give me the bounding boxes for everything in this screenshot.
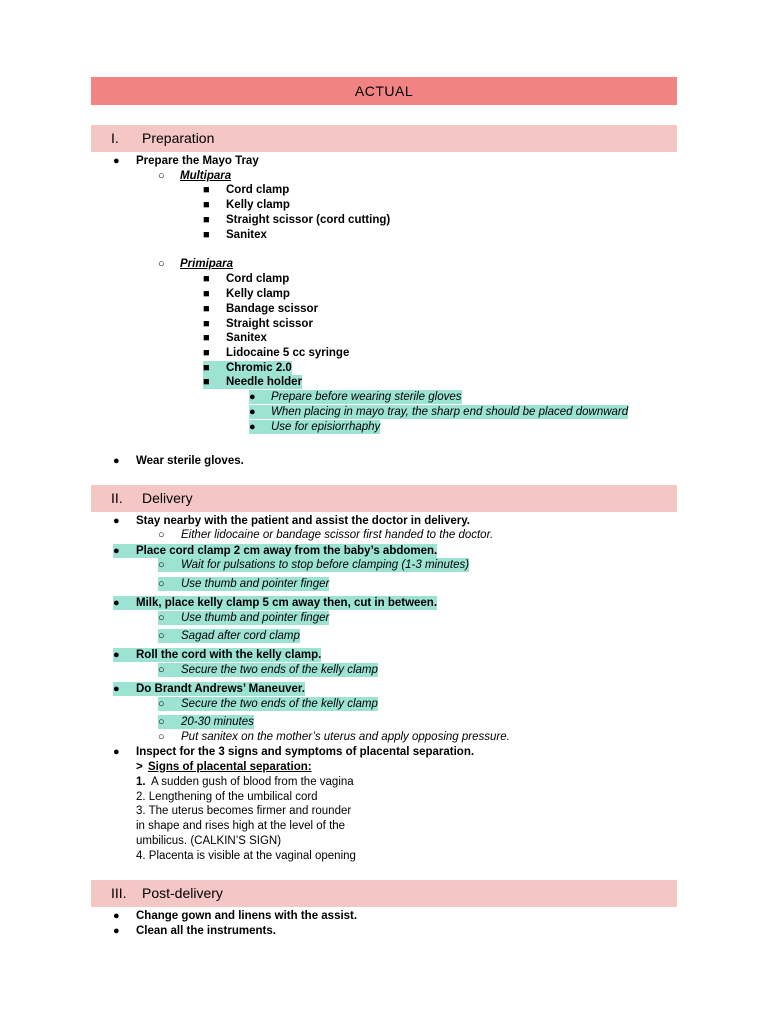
note-highlighted: Secure the two ends of the kelly clamp bbox=[181, 664, 378, 676]
note-highlighted: Prepare before wearing sterile gloves bbox=[271, 391, 462, 403]
bullet-marker: ● bbox=[113, 515, 120, 527]
circle-marker: ○ bbox=[158, 629, 181, 643]
list-item: Inspect for the 3 signs and symptoms of placental separation. bbox=[136, 746, 475, 758]
bullet-marker: ● bbox=[113, 746, 120, 758]
list-item: Sanitex bbox=[226, 229, 267, 241]
bullet-marker: ● bbox=[249, 420, 271, 434]
note-highlighted: Use thumb and pointer finger bbox=[181, 612, 330, 624]
section-header-delivery bbox=[91, 485, 677, 512]
bullet-marker: ● bbox=[113, 596, 136, 610]
list-item: Clean all the instruments. bbox=[136, 925, 276, 937]
sign-text: A sudden gush of blood from the vagina bbox=[151, 776, 354, 788]
list-item: Change gown and linens with the assist. bbox=[136, 910, 358, 922]
circle-marker: ○ bbox=[158, 731, 165, 743]
section-number: I. bbox=[111, 130, 119, 146]
list-item-highlighted: Chromic 2.0 bbox=[226, 362, 292, 374]
sign-text: umbilicus. (CALKIN’S SIGN) bbox=[136, 835, 282, 847]
sign-text: 3. The uterus becomes firmer and rounder bbox=[136, 805, 352, 817]
signs-heading: Signs of placental separation: bbox=[148, 761, 312, 773]
square-marker: ■ bbox=[203, 303, 210, 315]
circle-marker: ○ bbox=[158, 611, 181, 625]
circle-marker: ○ bbox=[158, 663, 181, 677]
list-item: Wear sterile gloves. bbox=[136, 455, 244, 467]
note: Put sanitex on the mother’s uterus and apply opposing pressure. bbox=[181, 731, 510, 743]
list-item: Kelly clamp bbox=[226, 199, 290, 211]
list-item: Prepare the Mayo Tray bbox=[136, 155, 259, 167]
bullet-marker: ● bbox=[249, 405, 271, 419]
note-highlighted: When placing in mayo tray, the sharp end should be placed downward bbox=[271, 406, 629, 418]
section-number: III. bbox=[111, 885, 127, 901]
list-item-highlighted: Needle holder bbox=[226, 376, 303, 388]
bullet-marker: ● bbox=[113, 925, 120, 937]
circle-marker: ○ bbox=[158, 529, 165, 541]
bullet-marker: ● bbox=[113, 910, 120, 922]
square-marker: ■ bbox=[203, 361, 226, 375]
list-item: Lidocaine 5 cc syringe bbox=[226, 347, 350, 359]
circle-marker: ○ bbox=[158, 558, 181, 572]
sign-text: 4. Placenta is visible at the vaginal opening bbox=[136, 850, 356, 862]
list-item-highlighted: Roll the cord with the kelly clamp. bbox=[136, 649, 322, 661]
multipara-heading: Multipara bbox=[180, 170, 232, 182]
section-header-preparation bbox=[91, 125, 677, 152]
bullet-marker: ● bbox=[249, 390, 271, 404]
section-number: II. bbox=[111, 490, 123, 506]
bullet-marker: ● bbox=[113, 455, 120, 467]
square-marker: ■ bbox=[203, 375, 226, 389]
sign-text: 2. Lengthening of the umbilical cord bbox=[136, 791, 318, 803]
list-item: Sanitex bbox=[226, 332, 267, 344]
square-marker: ■ bbox=[203, 184, 210, 196]
list-item-highlighted: Do Brandt Andrews’ Maneuver. bbox=[136, 683, 305, 695]
note-highlighted: Use for episiorrhaphy bbox=[271, 421, 381, 433]
circle-marker: ○ bbox=[158, 715, 181, 729]
list-item: Straight scissor (cord cutting) bbox=[226, 214, 391, 226]
note-highlighted: Sagad after cord clamp bbox=[181, 630, 300, 642]
circle-marker: ○ bbox=[158, 577, 181, 591]
primipara-heading: Primipara bbox=[180, 258, 234, 270]
square-marker: ■ bbox=[203, 347, 210, 359]
list-item: Cord clamp bbox=[226, 273, 290, 285]
note-highlighted: Wait for pulsations to stop before clamping (1-3 minutes) bbox=[181, 559, 470, 571]
circle-marker: ○ bbox=[158, 697, 181, 711]
square-marker: ■ bbox=[203, 199, 210, 211]
bullet-marker: ● bbox=[113, 648, 136, 662]
list-item: Kelly clamp bbox=[226, 288, 290, 300]
bullet-marker: ● bbox=[113, 682, 136, 696]
square-marker: ■ bbox=[203, 332, 210, 344]
circle-marker: ○ bbox=[158, 258, 165, 270]
square-marker: ■ bbox=[203, 214, 210, 226]
list-item-highlighted: Milk, place kelly clamp 5 cm away then, cut in between. bbox=[136, 597, 438, 609]
list-item-highlighted: Place cord clamp 2 cm away from the baby’s abdomen. bbox=[136, 545, 438, 557]
bullet-marker: ● bbox=[113, 155, 120, 167]
note: Either lidocaine or bandage scissor first handed to the doctor. bbox=[181, 529, 494, 541]
section-title: Post-delivery bbox=[142, 885, 223, 901]
circle-marker: ○ bbox=[158, 170, 165, 182]
list-item: Stay nearby with the patient and assist the doctor in delivery. bbox=[136, 515, 471, 527]
note-highlighted: Secure the two ends of the kelly clamp bbox=[181, 698, 378, 710]
signs-prefix: > bbox=[136, 761, 143, 773]
section-title: Delivery bbox=[142, 490, 193, 506]
square-marker: ■ bbox=[203, 318, 210, 330]
sign-number: 1. bbox=[136, 776, 146, 788]
square-marker: ■ bbox=[203, 273, 210, 285]
note-highlighted: 20-30 minutes bbox=[181, 716, 254, 728]
section-header-post-delivery bbox=[91, 880, 677, 907]
note-highlighted: Use thumb and pointer finger bbox=[181, 578, 330, 590]
list-item: Bandage scissor bbox=[226, 303, 319, 315]
sign-text: in shape and rises high at the level of the bbox=[136, 820, 346, 832]
list-item: Cord clamp bbox=[226, 184, 290, 196]
list-item: Straight scissor bbox=[226, 318, 313, 330]
document-title: ACTUAL bbox=[91, 77, 677, 105]
square-marker: ■ bbox=[203, 229, 210, 241]
bullet-marker: ● bbox=[113, 544, 136, 558]
square-marker: ■ bbox=[203, 288, 210, 300]
section-title: Preparation bbox=[142, 130, 215, 146]
